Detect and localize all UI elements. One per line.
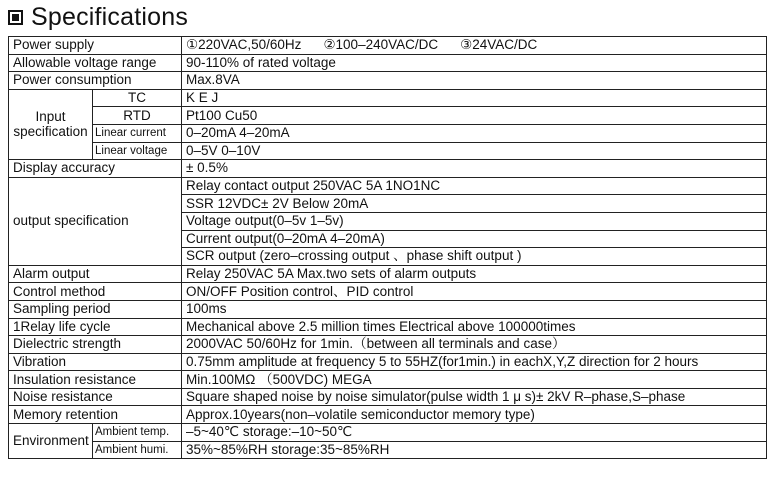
table-row <box>9 300 767 318</box>
row-value: Current output(0–20mA 4–20mA) <box>182 230 767 248</box>
sub-label: Ambient temp. <box>93 424 182 442</box>
checkbox-square-icon <box>8 10 23 25</box>
row-value: Min.100MΩ （500VDC) MEGA <box>182 371 767 389</box>
row-value: 100ms <box>182 300 767 318</box>
output-spec-label: output specification <box>9 177 182 265</box>
table-row <box>9 283 767 301</box>
table-row <box>9 72 767 90</box>
table-row <box>9 336 767 354</box>
row-label: Display accuracy <box>9 160 182 178</box>
power-option: ②100–240VAC/DC <box>323 37 439 53</box>
row-value: K E J <box>182 89 767 107</box>
row-value: Mechanical above 2.5 million times Electrical above 100000times <box>182 318 767 336</box>
row-value: SSR 12VDC± 2V Below 20mA <box>182 195 767 213</box>
row-value: 0–20mA 4–20mA <box>182 124 767 142</box>
power-supply-value <box>182 37 767 55</box>
table-row <box>9 265 767 283</box>
table-row <box>9 54 767 72</box>
row-label: Sampling period <box>9 300 182 318</box>
row-value: ON/OFF Position control、PID control <box>182 283 767 301</box>
row-value: Max.8VA <box>182 72 767 90</box>
sub-label: TC <box>93 89 182 107</box>
row-value: Pt100 Cu50 <box>182 107 767 125</box>
row-label: Noise resistance <box>9 388 182 406</box>
sub-label: Linear current <box>93 124 182 142</box>
row-label: 1Relay life cycle <box>9 318 182 336</box>
table-row <box>9 37 767 55</box>
environment-label: Environment <box>9 424 93 459</box>
row-label: Vibration <box>9 353 182 371</box>
row-value: 0–5V 0–10V <box>182 142 767 160</box>
table-row <box>9 441 767 459</box>
sub-label: Ambient humi. <box>93 441 182 459</box>
row-value: SCR output (zero–crossing output 、phase shift output ) <box>182 248 767 266</box>
row-label: Control method <box>9 283 182 301</box>
table-row <box>9 406 767 424</box>
sub-label: Linear voltage <box>93 142 182 160</box>
row-label: Alarm output <box>9 265 182 283</box>
sub-label: RTD <box>93 107 182 125</box>
power-option: ①220VAC,50/60Hz <box>186 37 302 53</box>
table-row <box>9 388 767 406</box>
row-value: 90-110% of rated voltage <box>182 54 767 72</box>
table-row <box>9 142 767 160</box>
title-text: Specifications <box>31 2 189 31</box>
row-label: Dielectric strength <box>9 336 182 354</box>
row-value: 35%~85%RH storage:35~85%RH <box>182 441 767 459</box>
row-value: Relay 250VAC 5A Max.two sets of alarm outputs <box>182 265 767 283</box>
row-value: 0.75mm amplitude at frequency 5 to 55HZ(for1min.) in eachX,Y,Z direction for 2 hours <box>182 353 767 371</box>
page-title <box>8 3 188 31</box>
table-row <box>9 89 767 107</box>
row-value: Approx.10years(non–volatile semiconductor memory type) <box>182 406 767 424</box>
table-row <box>9 160 767 178</box>
input-spec-label: Input specification <box>9 89 93 159</box>
row-label: Power consumption <box>9 72 182 90</box>
table-row <box>9 107 767 125</box>
row-value: 2000VAC 50/60Hz for 1min.（between all terminals and case） <box>182 336 767 354</box>
row-value: Voltage output(0–5v 1–5v) <box>182 212 767 230</box>
table-row <box>9 424 767 442</box>
table-row <box>9 124 767 142</box>
row-value: ± 0.5% <box>182 160 767 178</box>
power-option: ③24VAC/DC <box>460 37 538 53</box>
table-row <box>9 371 767 389</box>
spec-table <box>8 36 767 459</box>
row-value: –5~40℃ storage:–10~50℃ <box>182 424 767 442</box>
row-label: Insulation resistance <box>9 371 182 389</box>
row-value: Square shaped noise by noise simulator(pulse width 1 μ s)± 2kV R–phase,S–phase <box>182 388 767 406</box>
row-value: Relay contact output 250VAC 5A 1NO1NC <box>182 177 767 195</box>
table-row <box>9 318 767 336</box>
row-label: Power supply <box>9 37 182 55</box>
row-label: Allowable voltage range <box>9 54 182 72</box>
table-row <box>9 177 767 195</box>
table-row <box>9 353 767 371</box>
row-label: Memory retention <box>9 406 182 424</box>
